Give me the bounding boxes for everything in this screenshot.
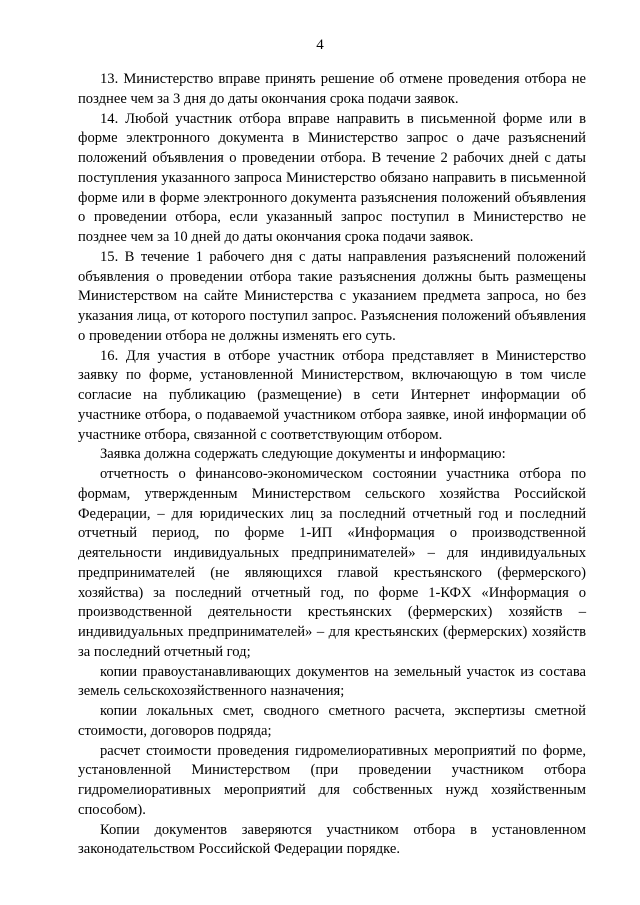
document-body <box>78 70 586 860</box>
paragraph-13: 13. Министерство вправе принять решение об отмене проведения отбора не позднее чем за 3 дня до даты окончания срока подачи заявок. <box>78 71 586 107</box>
application-contents-intro: Заявка должна содержать следующие документы и информацию: <box>100 446 506 463</box>
list-item-financial-reporting: отчетность о финансово-экономическом состоянии участника отбора по формам, утвержденным Министерством сельского хозяйства Российской Федерации, – для юридических лиц за последний отчетный год и последний отчетный период, по форме 1-ИП «Информация о производственной деятельности индивидуальных предпринимателей» – для индивидуальных предпринимателей (не являющихся главой крестьянского (фермерского) хозяйства) за последний отчетный год, по форме 1-КФХ «Информация о производственной деятельности крестьянских (фермерских) хозяйств – индивидуальных предпринимателей» – для крестьянских (фермерских) хозяйств за последний отчетный год; <box>78 466 586 660</box>
list-item-estimates: копии локальных смет, сводного сметного расчета, экспертизы сметной стоимости, договоров подряда; <box>78 703 586 739</box>
list-item-cost-calculation: расчет стоимости проведения гидромелиоративных мероприятий по форме, установленной Министерством (при проведении участником отбора гидромелиоративных мероприятий для собственных нужд хозяйственным способом). <box>78 742 586 818</box>
paragraph-16: 16. Для участия в отборе участник отбора представляет в Министерство заявку по форме, установленной Министерством, включающую в том числе согласие на публикацию (размещение) в сети Интернет информации об участнике отбора, о подаваемой участником отбора заявке, иной информации об участнике отбора, связанной с соответствующим отбором. <box>78 347 586 443</box>
page-number: 4 <box>316 37 324 53</box>
paragraph-14: 14. Любой участник отбора вправе направить в письменной форме или в форме электронного документа в Министерство запрос о даче разъяснений положений объявления о проведении отбора. В течение 2 рабочих дней с даты поступления указанного запроса Министерство обязано направить в письменной форме или в форме электронного документа разъяснения положений объявления о проведении отбора, если указанный запрос поступил в Министерство не позднее чем за 10 дней до даты окончания срока подачи заявок. <box>78 110 586 245</box>
paragraph-15: 15. В течение 1 рабочего дня с даты направления разъяснений положений объявления о проведении отбора такие разъяснения должны быть размещены Министерством на сайте Министерства с указанием предмета запроса, но без указания лица, от которого поступил запрос. Разъяснения положений объявления о проведении отбора не должны изменять его суть. <box>78 248 586 344</box>
paragraph-certification: Копии документов заверяются участником отбора в установленном законодательством Российской Федерации порядке. <box>78 821 586 858</box>
list-item-land-documents: копии правоустанавливающих документов на земельный участок из состава земель сельскохозяйственного назначения; <box>78 663 586 700</box>
